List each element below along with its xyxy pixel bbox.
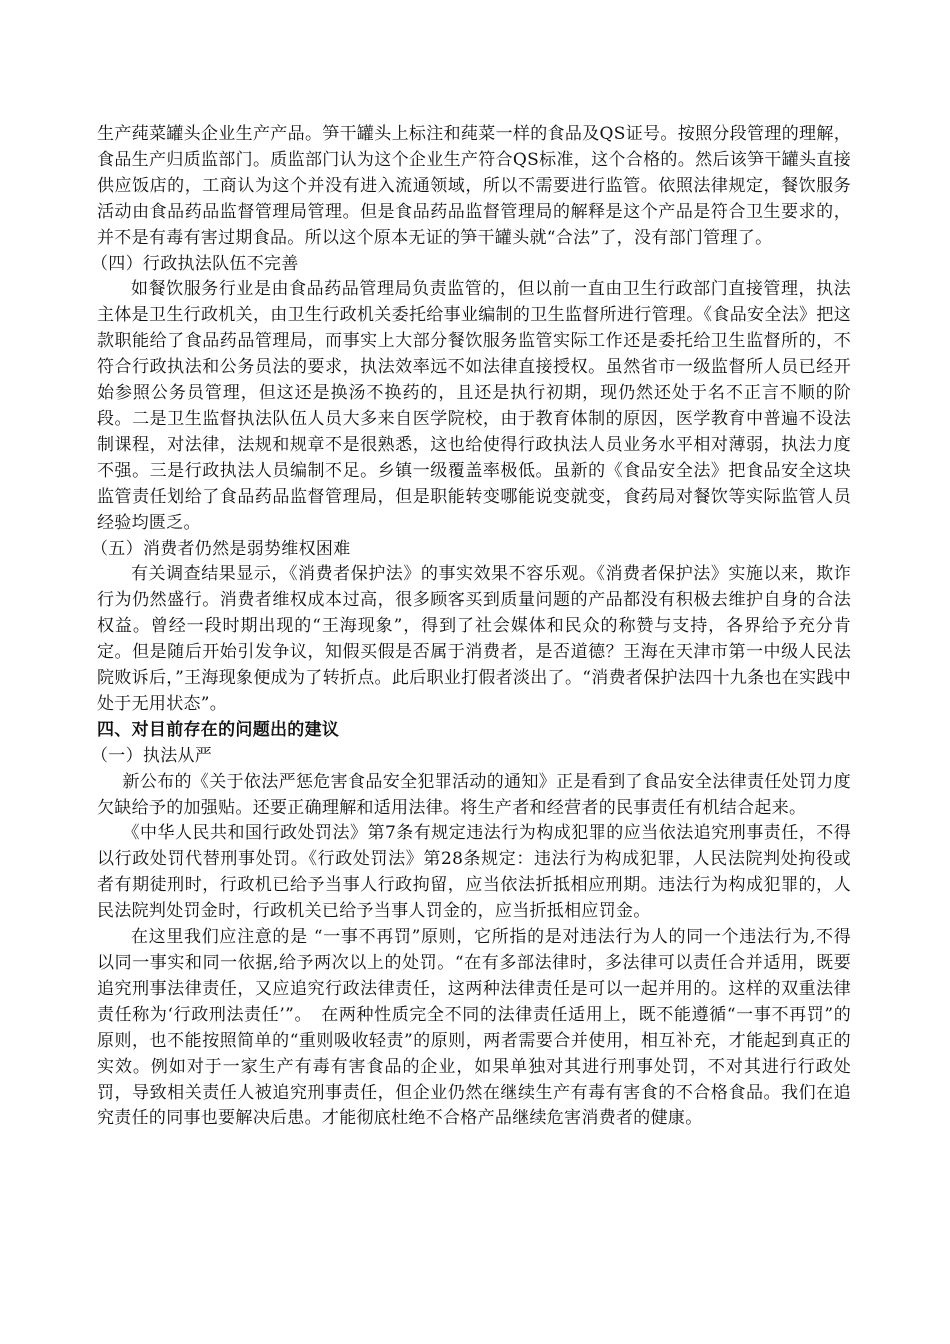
section-heading-four: 四、对目前存在的问题出的建议 [97, 719, 340, 740]
subheading-four: （四）行政执法队伍不完善 [91, 253, 299, 274]
document-page [91, 122, 851, 1132]
paragraph-penalty-law: 《中华人民共和国行政处罚法》第7条有规定违法行为构成犯罪的应当依法追究刑事责任，不得以行政处罚代替刑事处罚。《行政处罚法》第28条规定：违法行为构成犯罪，人民法院判处拘役或者有期徒刑时，行政机已给予当事人行政拘留，应当依法折抵相应刑期。违法行为构成犯罪的，人民法院判处罚金时，行政机关已给予当事人罚金的，应当折抵相应罚金。 [97, 823, 851, 922]
paragraph-enforcement-team: 如餐饮服务行业是由食品药品管理局负责监管的，但以前一直由卫生行政部门直接管理，执法主体是卫生行政机关，由卫生行政机关委托给事业编制的卫生监督所进行管理。《食品安全法》把这款职能给了食品药品管理局，而事实上大部分餐饮服务监管实际工作还是委托给卫生监督所的，不符合行政执法和公务员法的要求，执法效率远不如法律直接授权。虽然省市一级监督所人员已经开始参照公务员管理，但这还是换汤不换药的，且还是执行初期，现仍然还处于名不正言不顺的阶段。二是卫生监督执法队伍人员大多来自医学院校，由于教育体制的原因，医学教育中普遍不设法制课程，对法律，法规和规章不是很熟悉，这也给使得行政执法人员业务水平相对薄弱，执法力度不强。三是行政执法人员编制不足。乡镇一级覆盖率极低。虽新的《食品安全法》把食品安全这块监管责任划给了食品药品监督管理局，但是职能转变哪能说变就变，食药局对餐饮等实际监管人员经验均匮乏。 [97, 279, 851, 533]
paragraph-continuation: 生产莼菜罐头企业生产产品。笋干罐头上标注和莼菜一样的食品及QS证号。按照分段管理的理解，食品生产归质监部门。质监部门认为这个企业生产符合QS标准，这个合格的。然后该笋干罐头直接供应饭店的，工商认为这个并没有进入流通领域，所以不需要进行监管。依照法律规定，餐饮服务活动由食品药品监督管理局管理。但是食品药品监督管理局的解释是这个产品是符合卫生要求的，并不是有毒有害过期食品。所以这个原本无证的笋干罐头就“合法”了，没有部门管理了。 [97, 124, 851, 248]
paragraph-double-liability: 在这里我们应注意的是 “一事不再罚”原则，它所指的是对违法行为人的同一个违法行为,不得以同一事实和同一依据,给予两次以上的处罚。“在有多部法律时，多法律可以责任合并适用，既要追究刑事法律责任，又应追究行政法律责任，这两种法律责任是可以一起并用的。这样的双重法律责任称为‘行政刑法责任’”。 在两种性质完全不同的法律责任适用上，既不能遵循“一事不再罚”的原则，也不能按照简单的“重则吸收轻责”的原则，两者需要合并使用，相互补充，才能起到真正的实效。例如对于一家生产有毒有害食品的企业，如果单独对其进行刑事处罚，不对其进行行政处罚，导致相关责任人被追究刑事责任，但企业仍然在继续生产有毒有害食的不合格食品。我们在追究责任的同事也要解决后患。才能彻底杜绝不合格产品继续危害消费者的健康。 [97, 927, 851, 1129]
paragraph-strict-enforcement: 新公布的《关于依法严惩危害食品安全犯罪活动的通知》正是看到了食品安全法律责任处罚力度欠缺给予的加强贴。还要正确理解和适用法律。将生产者和经营者的民事责任有机结合起来。 [97, 771, 851, 818]
subheading-five: （五）消费者仍然是弱势维权困难 [91, 538, 351, 559]
subheading-one: （一）执法从严 [91, 745, 213, 766]
paragraph-consumer-rights: 有关调查结果显示，《消费者保护法》的事实效果不容乐观。《消费者保护法》实施以来，欺诈行为仍然盛行。消费者维权成本过高，很多顾客买到质量问题的产品都没有积极去维护自身的合法权益。曾经一段时期出现的“王海现象”，得到了社会媒体和民众的称赞与支持，各界给予充分肯定。但是随后开始引发争议，知假买假是否属于消费者，是否道德？王海在天津市第一中级人民法院败诉后，”王海现象便成为了转折点。此后职业打假者淡出了。“消费者保护法四十九条也在实践中处于无用状态”。 [97, 564, 851, 714]
